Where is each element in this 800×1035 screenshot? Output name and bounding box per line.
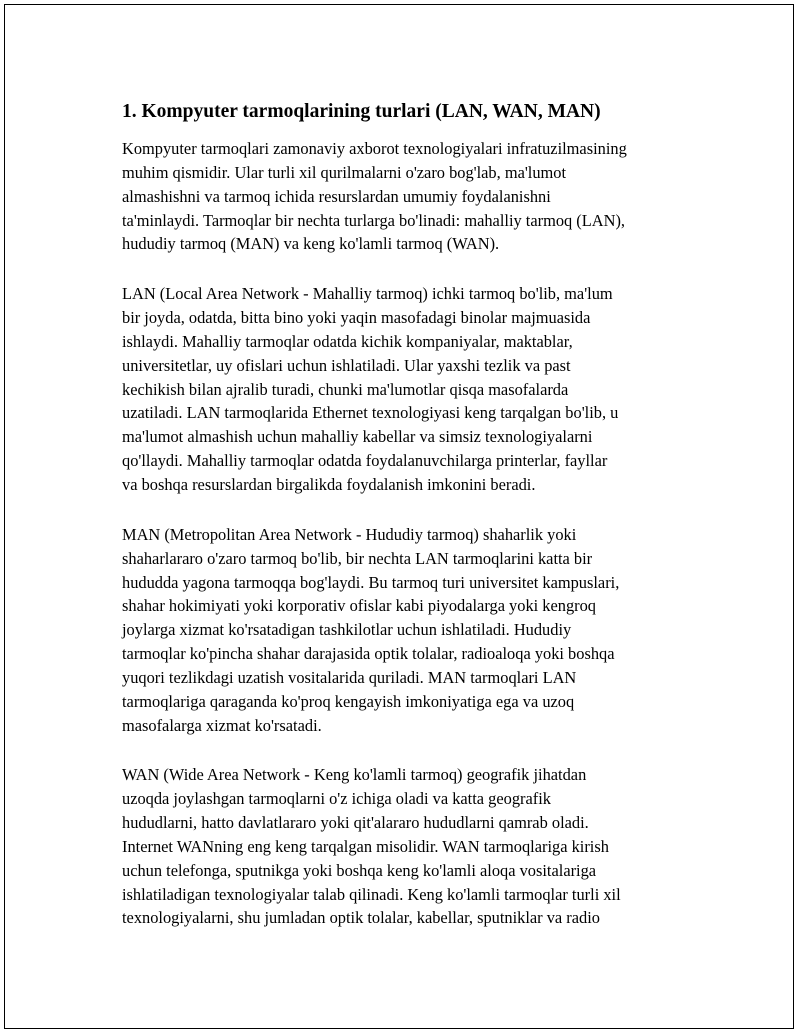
text-line: yuqori tezlikdagi uzatish vositalarida quriladi. MAN tarmoqlari LAN xyxy=(122,667,577,687)
paragraph-man xyxy=(122,523,702,738)
text-line: uchun telefonga, sputnikga yoki boshqa keng ko'lamli aloqa vositalariga xyxy=(122,860,597,880)
text-line: qo'llaydi. Mahalliy tarmoqlar odatda foydalanuvchilarga printerlar, fayllar xyxy=(122,451,608,471)
text-line: kechikish bilan ajralib turadi, chunki ma'lumotlar qisqa masofalarda xyxy=(122,379,569,399)
paragraph-intro xyxy=(122,137,702,256)
text-line: shaharlararo o'zaro tarmoq bo'lib, bir nechta LAN tarmoqlarini katta bir xyxy=(122,548,593,568)
text-line: uzatiladi. LAN tarmoqlarida Ethernet texnologiyasi keng tarqalgan bo'lib, u xyxy=(122,403,619,423)
text-line: hududda yagona tarmoqqa bog'laydi. Bu tarmoq turi universitet kampuslari, xyxy=(122,572,620,592)
text-line: muhim qismidir. Ular turli xil qurilmalarni o'zaro bog'lab, ma'lumot xyxy=(122,162,567,182)
text-line: texnologiyalarni, shu jumladan optik tolalar, kabellar, sputniklar va radio xyxy=(122,908,600,928)
section-heading: 1. Kompyuter tarmoqlarining turlari (LAN, WAN, MAN) xyxy=(122,101,601,122)
paragraph-lan xyxy=(122,282,702,497)
text-line: LAN (Local Area Network - Mahalliy tarmoq) ichki tarmoq bo'lib, ma'lum xyxy=(122,284,613,304)
text-line: tarmoqlar ko'pincha shahar darajasida optik tolalar, radioaloqa yoki boshqa xyxy=(122,644,615,664)
text-line: joylarga xizmat ko'rsatadigan tashkilotlar uchun ishlatiladi. Hududiy xyxy=(122,620,572,640)
text-line: Internet WANning eng keng tarqalgan misolidir. WAN tarmoqlariga kirish xyxy=(122,836,609,856)
text-line: WAN (Wide Area Network - Keng ko'lamli tarmoq) geografik jihatdan xyxy=(122,765,587,785)
text-line: hududlarni, hatto davlatlararo yoki qit'alararo hududlarni qamrab oladi. xyxy=(122,813,589,833)
text-line: uzoqda joylashgan tarmoqlarni o'z ichiga oladi va katta geografik xyxy=(122,789,551,809)
document-body xyxy=(122,99,702,956)
text-line: shahar hokimiyati yoki korporativ ofislar kabi piyodalarga yoki kengroq xyxy=(122,596,597,616)
paragraph-wan xyxy=(122,763,702,930)
text-line: hududiy tarmoq (MAN) va keng ko'lamli tarmoq (WAN). xyxy=(122,234,500,254)
text-line: bir joyda, odatda, bitta bino yoki yaqin masofadagi binolar majmuasida xyxy=(122,308,591,328)
text-line: ishlatiladigan texnologiyalar talab qilinadi. Keng ko'lamli tarmoqlar turli xil xyxy=(122,884,621,904)
text-line: masofalarga xizmat ko'rsatadi. xyxy=(122,715,322,735)
text-line: ta'minlaydi. Tarmoqlar bir nechta turlarga bo'linadi: mahalliy tarmoq (LAN), xyxy=(122,210,626,230)
text-line: MAN (Metropolitan Area Network - Hududiy tarmoq) shaharlik yoki xyxy=(122,524,577,544)
text-line: Kompyuter tarmoqlari zamonaviy axborot texnologiyalari infratuzilmasining xyxy=(122,139,627,158)
text-line: va boshqa resurslardan birgalikda foydalanish imkonini beradi. xyxy=(122,474,536,494)
text-line: tarmoqlariga qaraganda ko'proq kengayish imkoniyatiga ega va uzoq xyxy=(122,691,575,711)
text-line: ishlaydi. Mahalliy tarmoqlar odatda kichik kompaniyalar, maktablar, xyxy=(122,331,573,351)
text-line: almashishni va tarmoq ichida resurslardan umumiy foydalanishni xyxy=(122,186,551,206)
text-line: ma'lumot almashish uchun mahalliy kabellar va simsiz texnologiyalarni xyxy=(122,427,593,447)
text-line: universitetlar, uy ofislari uchun ishlatiladi. Ular yaxshi tezlik va past xyxy=(122,355,571,375)
page-frame xyxy=(4,4,794,1029)
